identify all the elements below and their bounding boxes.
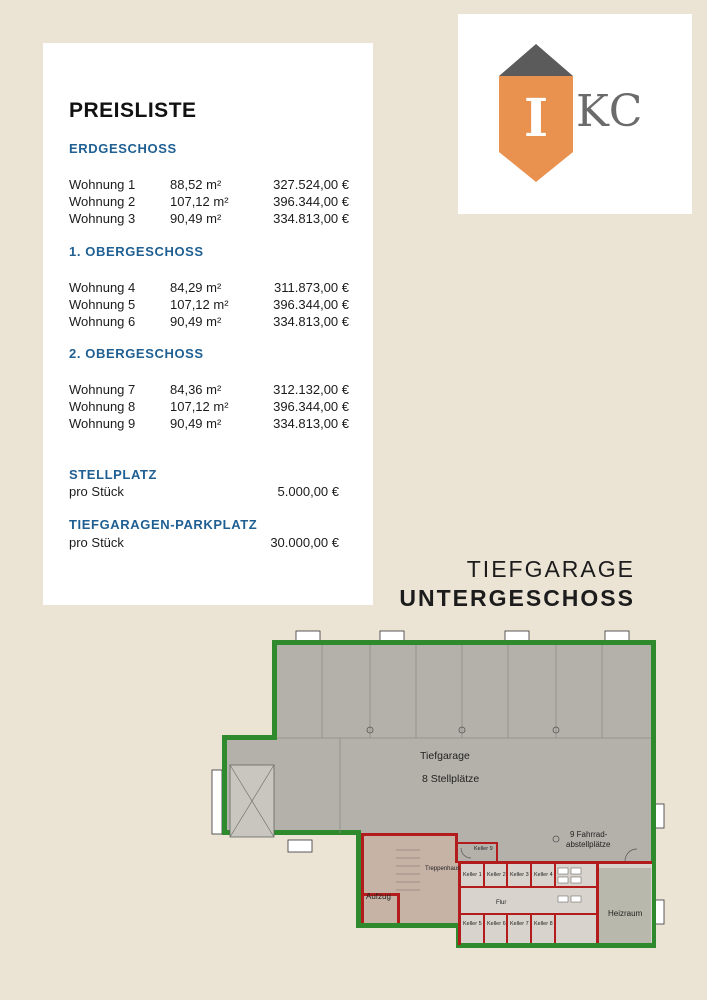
parking-price: 30.000,00 € bbox=[270, 535, 339, 550]
unit-name: Wohnung 1 bbox=[69, 177, 136, 192]
price-list-card bbox=[43, 43, 373, 605]
price-row bbox=[69, 296, 349, 313]
price-row bbox=[69, 398, 349, 415]
price-row bbox=[69, 210, 349, 227]
price-row-stellplatz bbox=[69, 483, 339, 500]
stairwell-area bbox=[361, 835, 461, 923]
unit-price: 334.813,00 € bbox=[273, 314, 349, 329]
unit-name: Wohnung 8 bbox=[69, 399, 136, 414]
cellar-label: Keller 4 bbox=[534, 872, 553, 878]
unit-area: 107,12 m² bbox=[170, 194, 229, 209]
heating-label: Heizraum bbox=[608, 909, 643, 918]
unit-name: Wohnung 6 bbox=[69, 314, 136, 329]
unit-price: 396.344,00 € bbox=[273, 399, 349, 414]
logo-mark-letter: I bbox=[523, 88, 549, 149]
cellar-label: Keller 9 bbox=[474, 846, 493, 852]
unit-name: Wohnung 5 bbox=[69, 297, 136, 312]
cellar-label: Keller 5 bbox=[463, 921, 482, 927]
unit-area: 88,52 m² bbox=[170, 177, 222, 192]
price-row bbox=[69, 381, 349, 398]
unit-area: 84,36 m² bbox=[170, 382, 222, 397]
logo-text: KC bbox=[576, 86, 644, 137]
price-row-tiefgarage bbox=[69, 534, 339, 551]
hall-label: Flur bbox=[496, 900, 507, 906]
elevator-label: Aufzug bbox=[366, 892, 391, 901]
section-heading-2-obergeschoss: 2. OBERGESCHOSS bbox=[69, 346, 204, 361]
unit-price: 311.873,00 € bbox=[274, 280, 349, 295]
price-row bbox=[69, 176, 349, 193]
house-logo-icon bbox=[458, 14, 692, 214]
logo bbox=[458, 14, 692, 214]
price-row bbox=[69, 279, 349, 296]
section-heading-stellplatz: STELLPLATZ bbox=[69, 467, 158, 482]
cellar-label: Keller 1 bbox=[463, 872, 482, 878]
unit-area: 90,49 m² bbox=[170, 211, 222, 226]
stairs-label: Treppenhaus bbox=[425, 866, 461, 872]
unit-price: 396.344,00 € bbox=[273, 194, 349, 209]
cellar-label: Keller 2 bbox=[487, 872, 506, 878]
unit-name: Wohnung 2 bbox=[69, 194, 136, 209]
unit-name: Wohnung 7 bbox=[69, 382, 136, 397]
price-row bbox=[69, 313, 349, 330]
cellar-label: Keller 8 bbox=[534, 921, 553, 927]
parking-label: pro Stück bbox=[69, 535, 124, 550]
bike-label-line2: abstellplätze bbox=[566, 840, 611, 849]
unit-name: Wohnung 4 bbox=[69, 280, 136, 295]
unit-area: 90,49 m² bbox=[170, 314, 222, 329]
unit-price: 334.813,00 € bbox=[273, 416, 349, 431]
spaces-label: 8 Stellplätze bbox=[422, 773, 480, 785]
unit-area: 107,12 m² bbox=[170, 399, 229, 414]
plan-title: TIEFGARAGE bbox=[466, 556, 635, 582]
price-row bbox=[69, 415, 349, 432]
unit-price: 334.813,00 € bbox=[273, 211, 349, 226]
section-heading-1-obergeschoss: 1. OBERGESCHOSS bbox=[69, 244, 204, 259]
floor-plan bbox=[200, 628, 680, 958]
section-heading-erdgeschoss: ERDGESCHOSS bbox=[69, 141, 177, 156]
unit-area: 84,29 m² bbox=[170, 280, 222, 295]
price-list-title: PREISLISTE bbox=[69, 99, 197, 122]
parking-label: pro Stück bbox=[69, 484, 124, 499]
unit-area: 90,49 m² bbox=[170, 416, 222, 431]
unit-name: Wohnung 9 bbox=[69, 416, 136, 431]
unit-price: 327.524,00 € bbox=[273, 177, 349, 192]
garage-label: Tiefgarage bbox=[420, 750, 470, 762]
unit-name: Wohnung 3 bbox=[69, 211, 136, 226]
price-row bbox=[69, 193, 349, 210]
section-heading-tiefgaragen-parkplatz: TIEFGARAGEN-PARKPLATZ bbox=[69, 517, 258, 532]
cellar-label: Keller 3 bbox=[510, 872, 529, 878]
bike-label-line1: 9 Fahrrad- bbox=[570, 830, 608, 839]
unit-price: 396.344,00 € bbox=[273, 297, 349, 312]
unit-price: 312.132,00 € bbox=[273, 382, 349, 397]
parking-price: 5.000,00 € bbox=[277, 484, 339, 499]
plan-subtitle: UNTERGESCHOSS bbox=[399, 585, 635, 611]
heating-room bbox=[598, 868, 651, 943]
cellar-label: Keller 6 bbox=[487, 921, 506, 927]
cellar-label: Keller 7 bbox=[510, 921, 529, 927]
unit-area: 107,12 m² bbox=[170, 297, 229, 312]
